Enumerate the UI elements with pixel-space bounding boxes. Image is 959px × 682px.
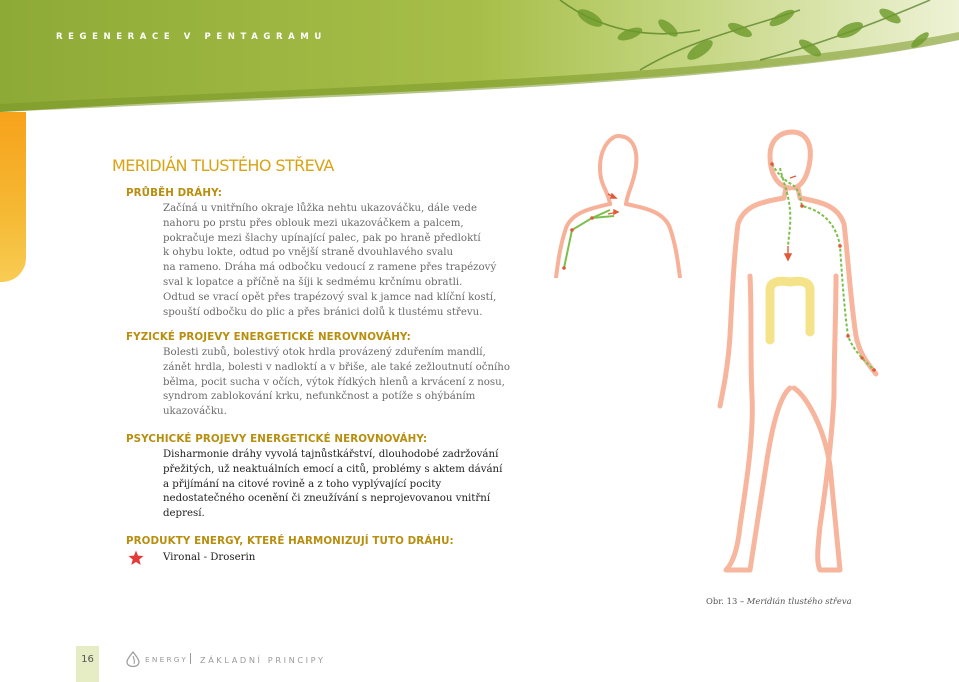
header-band (0, 0, 959, 112)
header-leaf-decoration (0, 0, 959, 112)
meridian-full-body-figure (710, 126, 882, 578)
text-line: Bolesti zubů, bolestivý otok hrdla provázený zduřením mandlí, (163, 347, 486, 358)
text-line: spouští odbočku do plic a přes bránici dolů k tlustému střevu. (163, 306, 483, 318)
text-line: k ohybu lokte, odtud po vnější straně dvouhlavého svalu (163, 247, 454, 259)
meridian-shoulder-figure (552, 128, 684, 278)
text-line: bělma, pocit sucha v očích, výtok řídkých hlenů a krvácení z nosu, (163, 376, 505, 388)
red-star-icon (128, 550, 144, 566)
page-number: 16 (81, 654, 94, 665)
section-heading-psychic: PSYCHICKÉ PROJEVY ENERGETICKÉ NEROVNOVÁHY: (126, 433, 428, 445)
energy-drop-icon (126, 651, 140, 667)
section-heading-course: PRŮBĚH DRÁHY: (126, 187, 222, 199)
text-line: Začíná u vnitřního okraje lůžka nehtu ukazováčku, dále vede (163, 203, 477, 214)
text-line: zánět hrdla, bolesti v nadloktí a v břiše, ale také zežloutnutí očního (163, 361, 510, 373)
section-body-course (163, 202, 496, 320)
text-line: Odtud se vrací opět přes trapézový sval k jamce nad klíční kostí, (163, 291, 497, 303)
text-line: Disharmonie dráhy vyvolá tajnůstkářství, dlouhodobé zadržování (163, 449, 499, 460)
colon-shape (770, 281, 810, 340)
section-heading-products: PRODUKTY ENERGY, KTERÉ HARMONIZUJÍ TUTO DRÁHU: (126, 535, 454, 547)
text-line: přežitých, už neaktuálních emocí a citů, problémy s aktem dávání (163, 463, 503, 475)
text-line: nahoru po prstu přes oblouk mezi ukazováčkem a palcem, (163, 217, 464, 229)
footer-section-name: ZÁKLADNÍ PRINCIPY (200, 655, 326, 665)
text-line: na rameno. Dráha má odbočku vedoucí z ramene přes trapézový (163, 262, 497, 274)
footer-brand: ENERGY (145, 655, 189, 664)
text-line: sval k lopatce a příčně na šíji k sedmému krčnímu obratli. (163, 276, 463, 288)
section-body-psychic (163, 448, 502, 522)
page-title: MERIDIÁN TLUSTÉHO STŘEVA (112, 156, 334, 175)
section-heading-physical: FYZICKÉ PROJEVY ENERGETICKÉ NEROVNOVÁHY: (126, 331, 411, 343)
product-name: Vironal - Droserin (163, 552, 256, 563)
text-line: syndrom zablokování krku, nefunkčnost a potíže s ohýbáním (163, 391, 476, 403)
orange-side-tab (0, 112, 26, 282)
text-line: nedostatečného ocenění či zneužívání s neprojevovanou vnitřní (163, 493, 491, 505)
text-line: ukazováčku. (163, 406, 227, 418)
section-body-physical (163, 346, 510, 420)
footer-divider (190, 653, 191, 664)
text-line: pokračuje mezi šlachy upínající palec, pak po hraně předloktí (163, 232, 481, 244)
text-line: a přijímání na citové rovině a z toho vyplývající pocity (163, 478, 442, 490)
caption-text: – Meridián tlustého střeva (737, 596, 852, 606)
header-title: REGENERACE V PENTAGRAMU (56, 32, 327, 42)
figure-caption (706, 596, 852, 606)
text-line: depresí. (163, 508, 205, 520)
caption-number: Obr. 13 (706, 596, 738, 606)
